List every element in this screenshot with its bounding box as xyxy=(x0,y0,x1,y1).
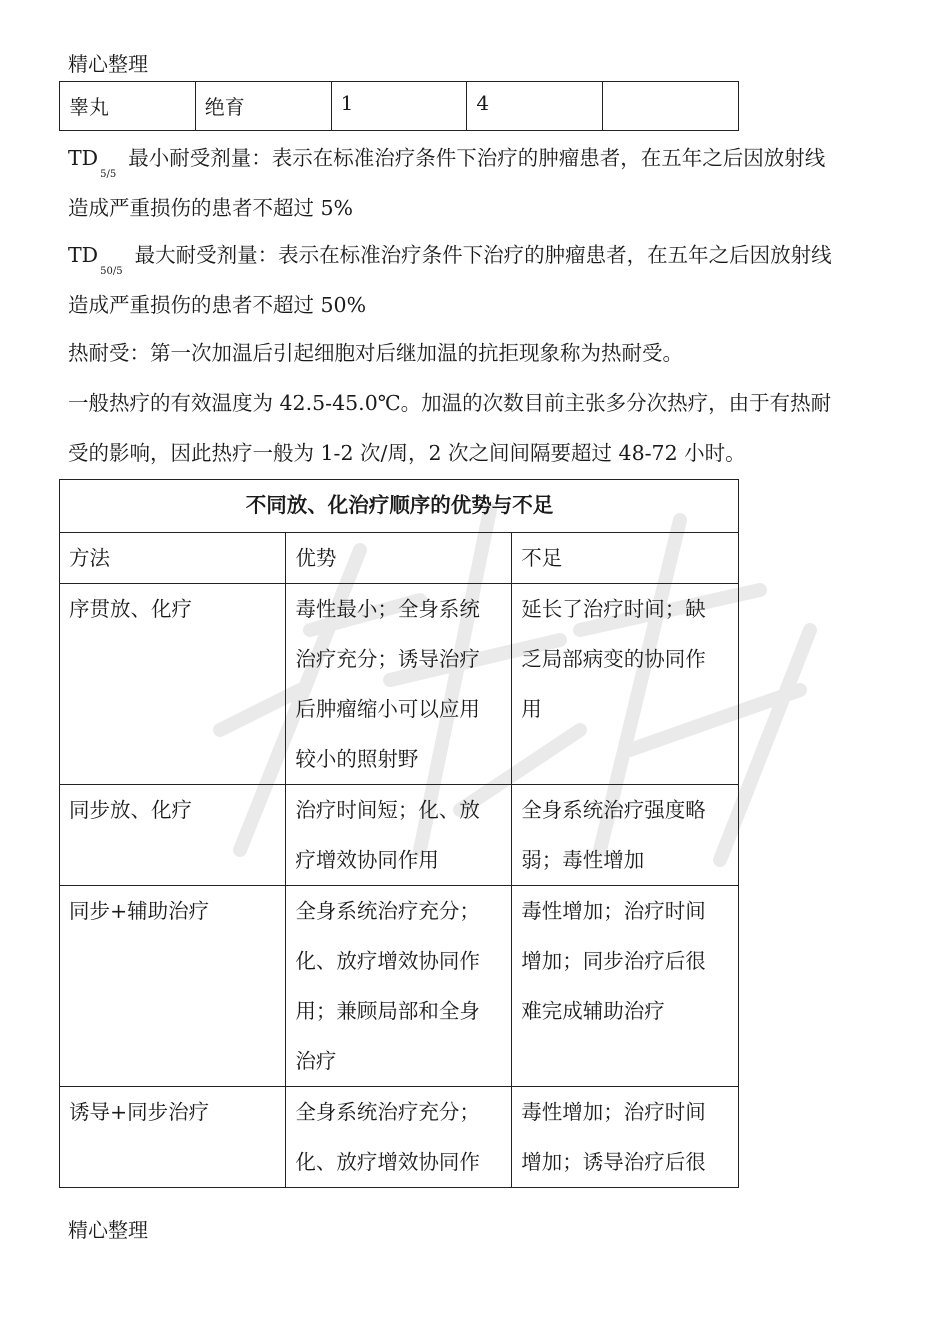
column-header-disadvantages: 不足 xyxy=(512,533,739,584)
table-title-row xyxy=(60,480,739,533)
thermo-tolerance-paragraph: 热耐受：第一次加温后引起细胞对后继加温的抗拒现象称为热耐受。 xyxy=(68,341,683,365)
td55-line1: $TD_{5/5}$最小耐受剂量：表示在标准治疗条件下治疗的肿瘤患者，在五年之后因放射线 xyxy=(68,133,898,183)
td505-line2: 造成严重损伤的患者不超过 50% xyxy=(68,293,367,317)
organ-dose-table-row xyxy=(59,81,739,131)
disadvantages-cell: 延长了治疗时间；缺 乏局部病变的协同作 用 xyxy=(512,584,739,785)
method-cell: 诱导+同步治疗 xyxy=(60,1087,286,1188)
table-row xyxy=(60,584,739,785)
table-row xyxy=(60,785,739,886)
table-row xyxy=(60,1087,739,1188)
advantages-cell: 毒性最小；全身系统 治疗充分；诱导治疗 后肿瘤缩小可以应用 较小的照射野 xyxy=(286,584,512,785)
method-cell: 序贯放、化疗 xyxy=(60,584,286,785)
hyperthermia-paragraph xyxy=(68,378,898,478)
column-header-advantages: 优势 xyxy=(286,533,512,584)
method-cell: 同步+辅助治疗 xyxy=(60,886,286,1087)
advantages-cell: 全身系统治疗充分； 化、放疗增效协同作 用；兼顾局部和全身 治疗 xyxy=(286,886,512,1087)
td505-cell: 4 xyxy=(467,82,603,131)
advantages-cell: 治疗时间短；化、放 疗增效协同作用 xyxy=(286,785,512,886)
disadvantages-cell: 全身系统治疗强度略 弱；毒性增加 xyxy=(512,785,739,886)
organ-cell: 睾丸 xyxy=(60,82,196,131)
disadvantages-cell: 毒性增加；治疗时间 增加；同步治疗后很 难完成辅助治疗 xyxy=(512,886,739,1087)
td55-cell: 1 xyxy=(331,82,467,131)
injury-cell: 绝育 xyxy=(195,82,331,131)
column-header-method: 方法 xyxy=(60,533,286,584)
disadvantages-cell: 毒性增加；治疗时间 增加；诱导治疗后很 xyxy=(512,1087,739,1188)
advantages-cell: 全身系统治疗充分； 化、放疗增效协同作 xyxy=(286,1087,512,1188)
table-title: 不同放、化治疗顺序的优势与不足 xyxy=(60,480,739,533)
extra-cell xyxy=(603,82,739,131)
page-header: 精心整理 xyxy=(68,52,148,76)
td505-subscript: 50/5 xyxy=(100,266,123,277)
chemo-order-table xyxy=(59,479,739,1188)
td55-symbol: $TD_{5/5}$ xyxy=(68,146,117,180)
td505-paragraph xyxy=(68,230,898,330)
table-header-row xyxy=(60,533,739,584)
hyperthermia-line2: 受的影响，因此热疗一般为 1-2 次/周，2 次之间间隔要超过 48-72 小时。 xyxy=(68,441,746,465)
method-cell: 同步放、化疗 xyxy=(60,785,286,886)
table-row xyxy=(60,82,739,131)
td505-line1: $TD_{50/5}$最大耐受剂量：表示在标准治疗条件下治疗的肿瘤患者，在五年之后因放射线 xyxy=(68,230,898,280)
hyperthermia-line1: 一般热疗的有效温度为 42.5-45.0℃。加温的次数目前主张多分次热疗，由于有热耐 xyxy=(68,391,832,415)
td55-line2: 造成严重损伤的患者不超过 5% xyxy=(68,196,354,220)
td55-subscript: 5/5 xyxy=(100,169,117,180)
td55-paragraph xyxy=(68,133,898,233)
table-row xyxy=(60,886,739,1087)
td505-symbol: $TD_{50/5}$ xyxy=(68,243,123,277)
page-footer: 精心整理 xyxy=(68,1218,148,1242)
